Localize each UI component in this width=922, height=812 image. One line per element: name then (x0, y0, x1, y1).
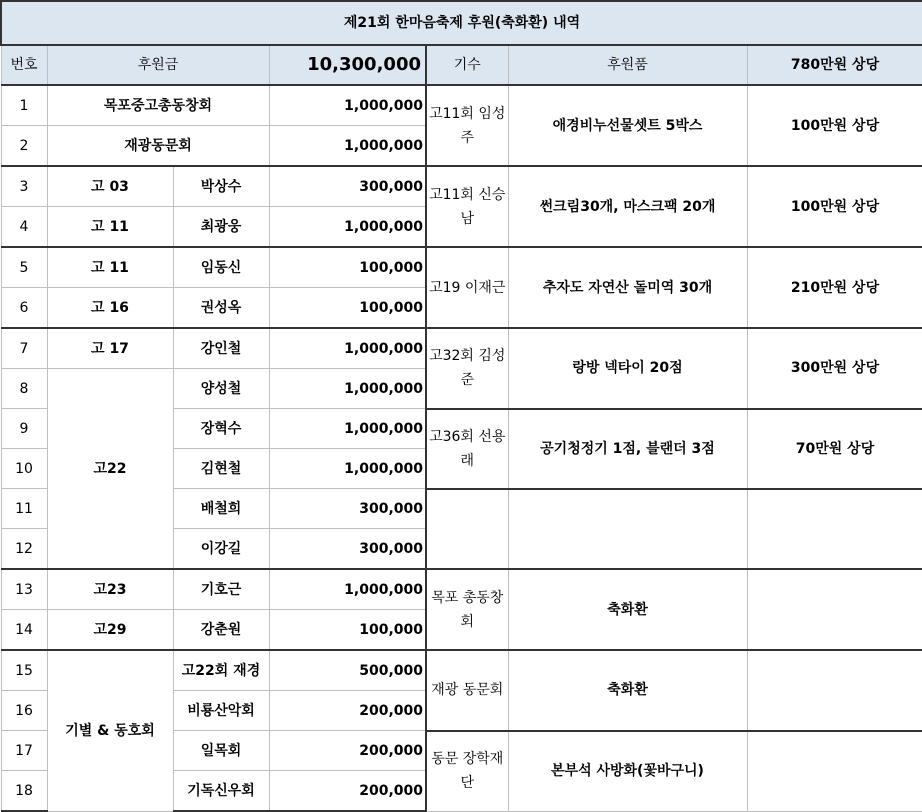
donation-amount: 200,000 (269, 731, 426, 771)
row-number: 11 (1, 489, 47, 529)
row-number: 16 (1, 691, 47, 731)
donation-amount: 1,000,000 (269, 569, 426, 610)
donor-name: 배철희 (173, 489, 269, 529)
donation-amount: 300,000 (269, 489, 426, 529)
item-generation: 목포 총동창회 (426, 569, 508, 650)
item-generation: 고32회 김성준 (426, 328, 508, 409)
donor-name: 강인철 (173, 328, 269, 369)
item-description (508, 489, 747, 570)
donation-amount: 1,000,000 (269, 328, 426, 369)
donor-name: 기호근 (173, 569, 269, 610)
item-value: 100만원 상당 (747, 166, 922, 247)
item-value: 100만원 상당 (747, 85, 922, 166)
donor-name: 장혁수 (173, 409, 269, 449)
donor-name: 임동신 (173, 247, 269, 288)
header-item-total: 780만원 상당 (747, 45, 922, 85)
donor-name: 목포중고총동창회 (47, 85, 269, 126)
item-description: 공기청정기 1점, 블랜더 3점 (508, 409, 747, 489)
donor-generation: 기별 & 동호회 (47, 650, 173, 811)
donor-generation: 고23 (47, 569, 173, 610)
item-description: 애경비누선물셋트 5박스 (508, 85, 747, 166)
item-description: 본부석 사방화(꽃바구니) (508, 731, 747, 812)
item-description: 축화환 (508, 650, 747, 731)
donor-name: 권성옥 (173, 288, 269, 329)
item-description: 축화환 (508, 569, 747, 650)
item-value: 210만원 상당 (747, 247, 922, 328)
item-generation: 고11회 신승남 (426, 166, 508, 247)
row-number: 17 (1, 731, 47, 771)
donor-generation: 고 03 (47, 166, 173, 207)
header-item: 후원품 (508, 45, 747, 85)
donation-amount: 300,000 (269, 166, 426, 207)
donation-amount: 200,000 (269, 691, 426, 731)
row-number: 5 (1, 247, 47, 288)
row-number: 3 (1, 166, 47, 207)
item-generation (426, 489, 508, 570)
donation-amount: 200,000 (269, 771, 426, 812)
donor-name: 재광동문회 (47, 126, 269, 167)
row-number: 12 (1, 529, 47, 570)
header-gen: 기수 (426, 45, 508, 85)
item-value (747, 731, 922, 812)
donor-generation: 고 11 (47, 247, 173, 288)
page-title: 제21회 한마음축제 후원(축화환) 내역 (1, 1, 922, 45)
donation-amount: 1,000,000 (269, 369, 426, 409)
header-total: 10,300,000 (269, 45, 426, 85)
donor-generation: 고22 (47, 369, 173, 570)
donor-generation: 고 16 (47, 288, 173, 329)
item-generation: 고19 이재근 (426, 247, 508, 328)
donation-amount: 1,000,000 (269, 409, 426, 449)
donation-amount: 1,000,000 (269, 449, 426, 489)
item-value (747, 489, 922, 570)
row-number: 2 (1, 126, 47, 167)
donation-amount: 1,000,000 (269, 207, 426, 248)
donor-name: 기독신우회 (173, 771, 269, 812)
item-description: 랑방 넥타이 20점 (508, 328, 747, 409)
row-number: 7 (1, 328, 47, 369)
donor-generation: 고29 (47, 610, 173, 651)
item-value: 70만원 상당 (747, 409, 922, 489)
donor-name: 일목회 (173, 731, 269, 771)
item-description: 썬크림30개, 마스크팩 20개 (508, 166, 747, 247)
row-number: 1 (1, 85, 47, 126)
header-donation: 후원금 (47, 45, 269, 85)
donor-name: 이강길 (173, 529, 269, 570)
donation-amount: 100,000 (269, 247, 426, 288)
row-number: 10 (1, 449, 47, 489)
donor-name: 최광웅 (173, 207, 269, 248)
donation-amount: 300,000 (269, 529, 426, 570)
item-generation: 고11회 임성주 (426, 85, 508, 166)
item-generation: 고36회 선용래 (426, 409, 508, 489)
row-number: 18 (1, 771, 47, 812)
item-description: 추자도 자연산 돌미역 30개 (508, 247, 747, 328)
item-value: 300만원 상당 (747, 328, 922, 409)
header-no: 번호 (1, 45, 47, 85)
donor-name: 비룡산악회 (173, 691, 269, 731)
donor-name: 강춘원 (173, 610, 269, 651)
donor-name: 양성철 (173, 369, 269, 409)
donor-generation: 고 11 (47, 207, 173, 248)
row-number: 15 (1, 650, 47, 691)
row-number: 4 (1, 207, 47, 248)
donor-name: 박상수 (173, 166, 269, 207)
row-number: 13 (1, 569, 47, 610)
donation-amount: 100,000 (269, 288, 426, 329)
donor-generation: 고 17 (47, 328, 173, 369)
donor-name: 고22회 재경 (173, 650, 269, 691)
row-number: 9 (1, 409, 47, 449)
item-value (747, 650, 922, 731)
row-number: 6 (1, 288, 47, 329)
donor-name: 김현철 (173, 449, 269, 489)
row-number: 8 (1, 369, 47, 409)
donation-amount: 100,000 (269, 610, 426, 651)
row-number: 14 (1, 610, 47, 651)
item-generation: 재광 동문회 (426, 650, 508, 731)
donation-amount: 1,000,000 (269, 85, 426, 126)
donation-amount: 500,000 (269, 650, 426, 691)
item-generation: 동문 장학재단 (426, 731, 508, 812)
donation-amount: 1,000,000 (269, 126, 426, 167)
item-value (747, 569, 922, 650)
